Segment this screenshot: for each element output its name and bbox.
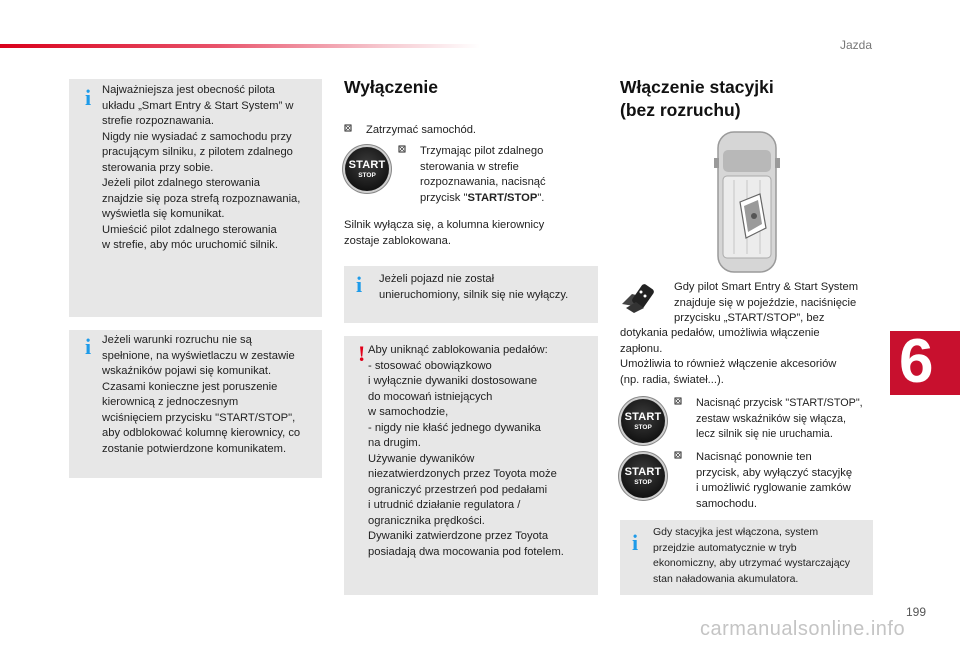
start-stop-button-icon: START STOP: [621, 399, 665, 443]
hand-remote-icon: [620, 282, 658, 314]
info-icon: i: [85, 334, 92, 359]
section-title-ignition-on: Włączenie stacyjki (bez rozruchu): [620, 77, 774, 120]
warning-icon: !: [358, 341, 366, 366]
start-stop-button-icon: START STOP: [345, 147, 389, 191]
warning-note-text: Aby uniknąć zablokowania pedałów: - stosować obowiązkowo i wyłącznie dywaniki dostosowane do mocowań istniejących w samochodzie, - nigdy nie kłaść jednego dywanika na drugim. Używanie dywaników niezatwierdzonych przez Toyota może ograniczyć przestrzeń pod pedałami i utrudnić działanie regulatora / ogranicznika prędkości. Dywaniki zatwierdzone przez Toyota posiadają dwa mocowania pod fotelem.: [368, 344, 564, 558]
bullet-icon: [674, 450, 683, 466]
info-note-economy-mode: [620, 520, 873, 595]
info-note-vehicle-moving: [344, 266, 598, 323]
info-icon: i: [85, 85, 92, 110]
watermark: carmanualsonline.info: [700, 618, 906, 640]
step-text: Trzymając pilot zdalnego sterowania w strefie rozpoznawania, nacisnąć przycisk "START/STOP".: [420, 145, 546, 204]
info-icon: i: [632, 530, 639, 555]
car-top-view-icon: [714, 128, 780, 276]
info-note-start-conditions: [69, 330, 322, 478]
bullet-icon: [674, 396, 683, 412]
step-stop-vehicle: [344, 123, 594, 139]
section-title-switch-off: Wyłączenie: [344, 77, 439, 97]
header-accent-bar: [0, 44, 480, 48]
step-text: Nacisnąć przycisk "START/STOP", zestaw wskaźników się włącza, lecz silnik się nie uruchamia.: [696, 397, 863, 440]
info-icon: i: [356, 272, 363, 297]
warning-note-floor-mats: [344, 336, 598, 595]
chapter-title: Jazda: [839, 38, 872, 52]
page-number: 199: [906, 605, 927, 619]
info-note-text: Gdy stacyjka jest włączona, system przejdzie automatycznie w tryb ekonomiczny, aby utrzymać wystarczający stan naładowania akumulatora.: [653, 526, 851, 585]
step-ignition-on: [674, 396, 884, 444]
info-note-text: Jeżeli warunki rozruchu nie są spełnione, na wyświetlaczu w zestawie wskaźników pojawi się komunikat. Czasami konieczne jest poruszenie kierownicą z jednoczesnym wciśnięciem przycisku "START/STOP", aby odblokować kolumnę kierownicy, co zostanie potwierdzone komunikatem.: [102, 334, 301, 455]
paragraph-ignition-full: dotykania pedałów, umożliwia włączenie zapłonu. Umożliwia to również włączenie akcesoriów (np. radia, świateł...).: [620, 327, 837, 386]
step-press-start-stop: [398, 144, 588, 208]
step-text: Zatrzymać samochód.: [366, 124, 477, 136]
step-ignition-off: [674, 450, 884, 514]
info-note-text: Jeżeli pojazd nie został unieruchomiony, silnik się nie wyłączy.: [379, 273, 569, 301]
start-stop-button-icon: START STOP: [621, 454, 665, 498]
info-note-key-presence: [69, 79, 322, 317]
step-text: Nacisnąć ponownie ten przycisk, aby wyłączyć stacyjkę i umożliwić ryglowanie zamków samochodu.: [696, 451, 853, 510]
bullet-icon: [344, 123, 353, 139]
chapter-number: 6: [899, 327, 934, 396]
paragraph-ignition-indented: Gdy pilot Smart Entry & Start System znajduje się w pojeździe, naciśnięcie przycisku „START/STOP”, bez: [674, 281, 859, 324]
info-note-text: Najważniejsza jest obecność pilota układu „Smart Entry & Start System” w strefie rozpoznawania. Nigdy nie wysiadać z samochodu przy pracującym silniku, z pilotem zdalnego sterowania przy sobie. Jeżeli pilot zdalnego sterowania znajdzie się poza strefą rozpoznawania, wyświetla się komunikat. Umieścić pilot zdalnego sterowania w strefie, aby móc uruchomić silnik.: [102, 84, 301, 251]
paragraph-engine-off: Silnik wyłącza się, a kolumna kierownicy zostaje zablokowana.: [344, 219, 545, 247]
bullet-icon: [398, 144, 407, 160]
